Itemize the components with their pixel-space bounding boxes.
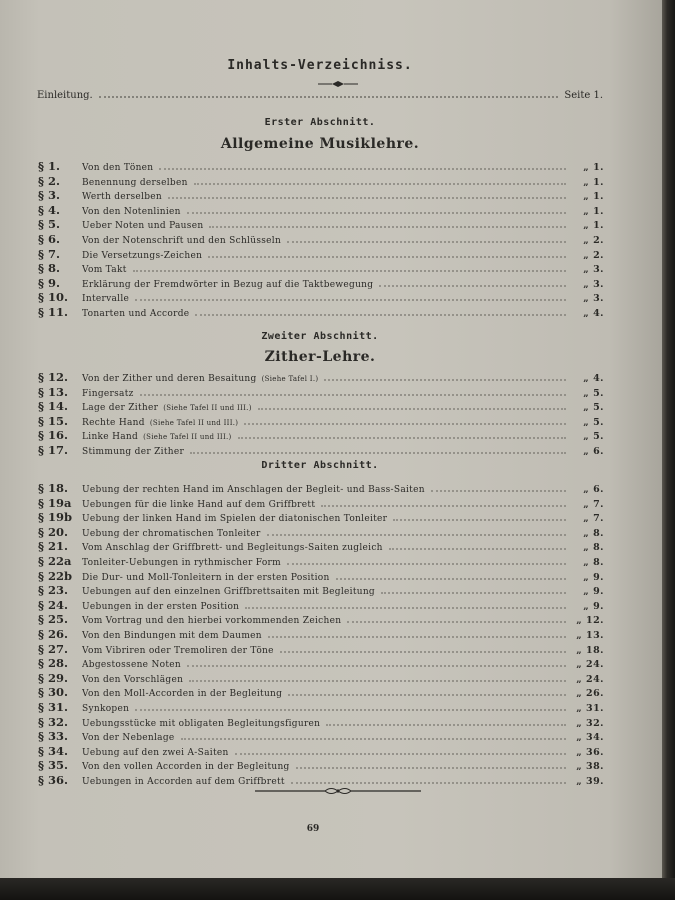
section-number: § 19b: [38, 510, 73, 525]
leader-dots: [135, 708, 566, 711]
entry-page: „ 3.: [583, 278, 604, 290]
section-number: § 32.: [38, 714, 69, 729]
toc-row: [38, 671, 604, 686]
entry-title: [82, 234, 281, 249]
entry-page: „ 18.: [576, 644, 604, 656]
leader-dots: [159, 167, 566, 170]
entry-title: [82, 512, 387, 527]
entry-page: „ 6.: [583, 484, 604, 495]
entry-page: „ 12.: [576, 615, 604, 627]
toc-row: [38, 758, 604, 773]
entry-title: [82, 527, 261, 542]
toc-row: [38, 685, 604, 700]
toc-row: [38, 276, 604, 291]
leader-dots: [326, 723, 566, 726]
section-number: § 16.: [38, 428, 69, 443]
leader-dots: [189, 679, 566, 682]
section-number: § 36.: [38, 772, 69, 787]
entry-page: „ 32.: [576, 717, 604, 729]
entry-note: (Siehe Tafel II und III.): [149, 418, 239, 427]
entry-title: [82, 292, 129, 307]
entry-title: [82, 278, 373, 293]
entry-title: [82, 445, 184, 460]
toc-row: [38, 174, 604, 189]
entry-text: Intervalle: [82, 294, 130, 305]
entry-title: [82, 658, 181, 673]
toc-row: [38, 443, 604, 458]
entry-text: Tonleiter-Uebungen in rythmischer Form: [82, 557, 281, 568]
entry-title: [82, 731, 175, 746]
entry-text: Von den Tönen: [82, 163, 154, 173]
entry-note: (Siehe Tafel II und III.): [143, 433, 232, 442]
section-heading-2: Zweiter Abschnitt.: [261, 331, 379, 342]
toc-row: [38, 428, 604, 443]
entry-title: [82, 629, 262, 644]
entry-page: „ 7.: [583, 498, 604, 510]
entry-page: „ 2.: [583, 249, 604, 261]
book-bottom-edge: [0, 878, 675, 900]
section-number: § 27.: [38, 641, 69, 656]
section-number: § 14.: [38, 399, 69, 414]
section-number: § 6.: [38, 231, 61, 246]
entry-page: „ 1.: [583, 191, 604, 203]
section-number: § 23.: [38, 583, 69, 598]
toc-row: [38, 188, 604, 203]
toc-row: [38, 598, 604, 613]
section-number: § 22a: [38, 553, 72, 568]
toc-row: [38, 496, 604, 511]
entry-text: Von der Notenschrift und den Schlüsseln: [82, 235, 282, 246]
entry-title: [82, 372, 318, 387]
section-number: § 15.: [38, 413, 69, 428]
section-number: § 11.: [38, 304, 69, 319]
toc-row: [38, 247, 604, 262]
entry-page: „ 4.: [583, 307, 604, 319]
entry-title: [82, 687, 282, 702]
leader-dots: [135, 298, 566, 301]
entry-page: „ 9.: [583, 600, 604, 612]
entry-text: Uebungen in Accorden auf dem Griffbrett: [82, 776, 285, 787]
leader-dots: [291, 781, 566, 784]
entry-text: Uebung der chromatischen Tonleiter: [82, 528, 261, 539]
entry-title: [82, 416, 238, 431]
leader-dots: [190, 451, 566, 454]
entry-page: „ 8.: [583, 556, 604, 568]
section-number: § 3.: [38, 188, 61, 203]
toc-row: [38, 385, 604, 400]
intro-page: Seite 1.: [564, 90, 603, 101]
toc-row: [38, 370, 604, 385]
entry-text: Uebungen für die linke Hand auf dem Griffbrett: [82, 499, 316, 510]
entry-note: (Siehe Tafel II und III.): [163, 404, 252, 413]
section-number: § 9.: [38, 275, 61, 290]
toc-row: [38, 217, 604, 232]
toc-list-3: [38, 481, 604, 787]
entry-page: „ 9.: [583, 586, 604, 598]
toc-row: [38, 642, 604, 657]
section-number: § 22b: [38, 568, 73, 583]
toc-row: [38, 539, 604, 554]
leader-dots: [347, 620, 566, 623]
entry-page: „ 34.: [576, 732, 604, 744]
entry-text: Vom Vibriren oder Tremoliren der Töne: [82, 645, 274, 656]
entry-page: „ 1.: [583, 176, 604, 188]
entry-title: [82, 430, 232, 445]
entry-page: „ 8.: [583, 542, 604, 554]
entry-page: „ 5.: [583, 431, 604, 443]
entry-title: [82, 205, 181, 220]
toc-row: [38, 203, 604, 218]
leader-dots: [280, 650, 566, 653]
intro-label: Einleitung.: [37, 90, 93, 101]
leader-dots: [187, 211, 566, 214]
entry-title: [82, 556, 281, 571]
closing-ornament-icon: [253, 786, 423, 796]
entry-page: „ 5.: [583, 416, 604, 428]
toc-row: [38, 554, 604, 569]
leader-dots: [195, 313, 566, 316]
book-binding-edge: [662, 0, 675, 900]
page-title: Inhalts-Verzeichniss.: [227, 58, 413, 73]
section-number: § 10.: [38, 290, 69, 305]
entry-text: Abgestossene Noten: [82, 660, 181, 671]
entry-text: Uebungen auf den einzelnen Griffbrettsaiten mit Begleitung: [82, 587, 375, 598]
section-number: § 24.: [38, 597, 69, 612]
toc-row: [38, 729, 604, 744]
toc-row: [38, 481, 604, 496]
leader-dots: [379, 284, 566, 287]
entry-text: Uebung der linken Hand im Spielen der diatonischen Tonleiter: [82, 514, 388, 525]
entry-page: „ 5.: [583, 402, 604, 414]
leader-dots: [235, 752, 566, 755]
leader-dots: [194, 182, 566, 185]
entry-title: [82, 483, 425, 498]
entry-title: [82, 717, 320, 732]
entry-text: Die Versetzungs-Zeichen: [82, 250, 203, 261]
entry-page: „ 39.: [576, 775, 604, 787]
section-number: § 19a: [38, 495, 72, 510]
entry-text: Lage der Zither: [82, 403, 159, 414]
toc-row: [38, 290, 604, 305]
leader-dots: [288, 693, 566, 696]
leader-dots: [245, 606, 566, 609]
section-number: § 26.: [38, 626, 69, 641]
entry-title: [82, 307, 189, 322]
entry-page: „ 24.: [576, 673, 604, 685]
toc-row: [38, 159, 604, 174]
leader-dots: [168, 196, 566, 199]
entry-page: „ 8.: [583, 527, 604, 539]
entry-text: Vom Vortrag und den hierbei vorkommenden Zeichen: [82, 616, 342, 627]
entry-title: [82, 176, 188, 191]
leader-dots: [187, 664, 566, 667]
section-title-1: Allgemeine Musiklehre.: [220, 136, 420, 152]
entry-title: [82, 702, 129, 717]
section-number: § 20.: [38, 524, 69, 539]
entry-page: „ 3.: [583, 293, 604, 305]
entry-text: Von den vollen Accorden in der Begleitung: [82, 762, 290, 773]
section-number: § 34.: [38, 743, 69, 758]
section-heading-3: Dritter Abschnitt.: [261, 460, 379, 471]
leader-dots: [381, 591, 566, 594]
section-title-2: Zither-Lehre.: [264, 349, 376, 365]
entry-page: „ 1.: [583, 162, 604, 173]
entry-text: Synkopen: [82, 703, 130, 714]
leader-dots: [208, 255, 566, 258]
toc-list-2: [38, 370, 604, 458]
leader-dots: [321, 504, 566, 507]
toc-row: [38, 627, 604, 642]
entry-page: „ 4.: [583, 373, 604, 384]
entry-title: [82, 600, 239, 615]
toc-row: [38, 305, 604, 320]
section-number: § 1.: [38, 159, 61, 173]
section-heading-1: Erster Abschnitt.: [264, 117, 376, 128]
leader-dots: [181, 737, 566, 740]
entry-title: [82, 614, 341, 629]
toc-list-1: [38, 159, 604, 320]
section-number: § 29.: [38, 670, 69, 685]
toc-row: [38, 510, 604, 525]
entry-page: „ 2.: [583, 234, 604, 246]
entry-page: „ 3.: [583, 264, 604, 276]
entry-text: Uebungen in der ersten Position: [82, 601, 240, 612]
toc-row: [38, 700, 604, 715]
entry-text: Uebungsstücke mit obligaten Begleitungsfiguren: [82, 718, 321, 729]
toc-row: [38, 399, 604, 414]
leader-dots: [287, 240, 566, 243]
section-number: § 25.: [38, 612, 69, 627]
leader-dots: [140, 393, 566, 396]
section-number: § 4.: [38, 202, 61, 217]
entry-title: [82, 387, 134, 402]
entry-page: „ 1.: [583, 205, 604, 217]
entry-text: Tonarten und Accorde: [82, 308, 190, 319]
section-number: § 13.: [38, 384, 69, 399]
section-number: § 7.: [38, 246, 61, 261]
section-number: § 30.: [38, 685, 69, 700]
leader-dots: [99, 95, 559, 98]
leader-dots: [296, 766, 566, 769]
entry-text: Von den Bindungen mit dem Daumen: [82, 630, 262, 641]
entry-text: Werth derselben: [82, 192, 163, 203]
toc-row: [38, 612, 604, 627]
entry-page: „ 7.: [583, 513, 604, 525]
entry-text: Fingersatz: [82, 388, 134, 399]
entry-text: Vom Anschlag der Griffbrett- und Begleitungs-Saiten zugleich: [82, 543, 383, 554]
entry-page: „ 6.: [583, 445, 604, 457]
entry-title: [82, 249, 202, 264]
toc-row: [38, 261, 604, 276]
leader-dots: [324, 378, 566, 381]
entry-title: [82, 760, 290, 775]
toc-row: [38, 525, 604, 540]
section-number: § 28.: [38, 656, 69, 671]
entry-text: Von der Zither und deren Besaitung: [82, 374, 257, 384]
leader-dots: [209, 225, 566, 228]
entry-text: Die Dur- und Moll-Tonleitern in der ersten Position: [82, 572, 330, 583]
entry-text: Stimmung der Zither: [82, 446, 185, 457]
section-number: § 17.: [38, 442, 69, 457]
entry-text: Uebung auf den zwei A-Saiten: [82, 747, 229, 758]
entry-page: „ 24.: [576, 659, 604, 671]
section-number: § 5.: [38, 217, 61, 232]
toc-row: [38, 744, 604, 759]
leader-dots: [389, 547, 566, 550]
intro-row: [37, 90, 603, 101]
leader-dots: [431, 489, 566, 492]
leader-dots: [133, 269, 566, 272]
entry-text: Ueber Noten und Pausen: [82, 221, 204, 232]
entry-title: [82, 263, 127, 278]
entry-text: Rechte Hand: [82, 417, 145, 428]
leader-dots: [267, 533, 566, 536]
section-number: § 35.: [38, 758, 69, 773]
toc-row: [38, 583, 604, 598]
page-number: 69: [306, 824, 320, 834]
leader-dots: [393, 518, 566, 521]
toc-row: [38, 414, 604, 429]
entry-text: Uebung der rechten Hand im Anschlagen der Begleit- und Bass-Saiten: [82, 485, 425, 495]
entry-title: [82, 401, 252, 416]
entry-title: [82, 161, 153, 176]
entry-note: (Siehe Tafel I.): [261, 375, 319, 383]
entry-page: „ 26.: [576, 688, 604, 700]
entry-text: Linke Hand: [82, 432, 139, 443]
entry-title: [82, 673, 183, 688]
toc-row: [38, 232, 604, 247]
entry-title: [82, 190, 162, 205]
leader-dots: [268, 635, 566, 638]
leader-dots: [258, 407, 566, 410]
leader-dots: [287, 562, 566, 565]
entry-page: „ 36.: [576, 746, 604, 758]
entry-text: Von den Moll-Accorden in der Begleitung: [82, 689, 283, 700]
entry-text: Erklärung der Fremdwörter in Bezug auf die Taktbewegung: [82, 279, 374, 290]
entry-text: Vom Takt: [82, 265, 127, 276]
section-number: § 8.: [38, 261, 61, 276]
entry-title: [82, 541, 383, 556]
entry-text: Von den Vorschlägen: [82, 674, 184, 685]
section-number: § 33.: [38, 729, 69, 744]
section-number: § 21.: [38, 539, 69, 554]
entry-title: [82, 571, 330, 586]
entry-page: „ 31.: [576, 702, 604, 714]
toc-row: [38, 569, 604, 584]
entry-title: [82, 219, 203, 234]
section-number: § 2.: [38, 173, 61, 188]
entry-page: „ 38.: [576, 761, 604, 773]
section-number: § 18.: [38, 481, 69, 495]
toc-row: [38, 656, 604, 671]
toc-row: [38, 715, 604, 730]
entry-title: [82, 746, 229, 761]
title-ornament-icon: [316, 80, 360, 88]
entry-text: Benennung derselben: [82, 177, 188, 188]
entry-page: „ 5.: [583, 387, 604, 399]
entry-page: „ 13.: [576, 629, 604, 641]
leader-dots: [244, 422, 566, 425]
entry-page: „ 9.: [583, 571, 604, 583]
leader-dots: [238, 436, 566, 439]
entry-title: [82, 585, 375, 600]
section-number: § 31.: [38, 699, 69, 714]
entry-text: Von der Nebenlage: [82, 733, 175, 744]
leader-dots: [336, 577, 566, 580]
entry-title: [82, 498, 315, 513]
section-number: § 12.: [38, 370, 69, 384]
entry-page: „ 1.: [583, 220, 604, 232]
entry-text: Von den Notenlinien: [82, 206, 181, 217]
entry-title: [82, 644, 274, 659]
